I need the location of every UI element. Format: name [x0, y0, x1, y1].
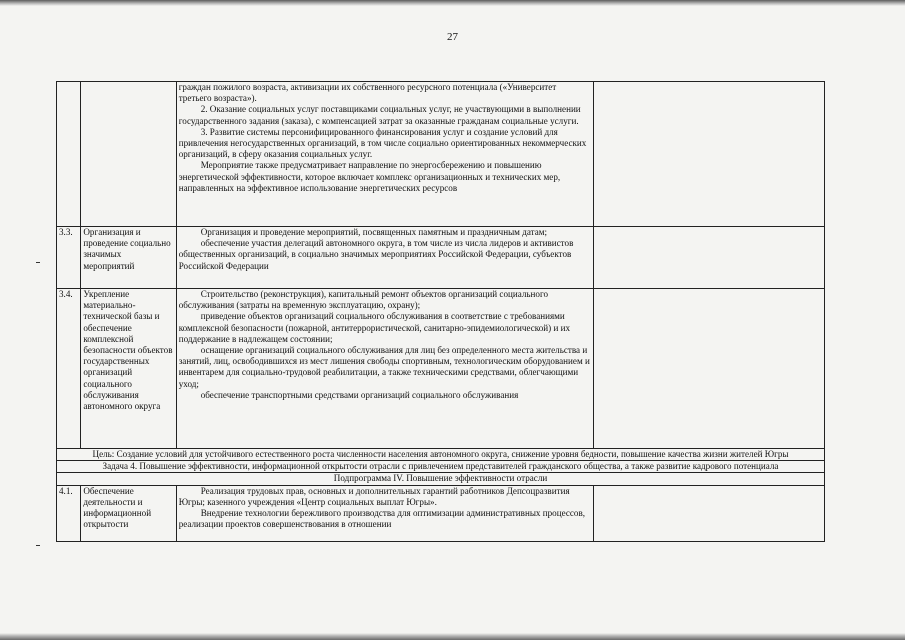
empty-cell	[593, 289, 824, 449]
row-number-cell: 3.4.	[57, 289, 81, 449]
task-row	[57, 461, 825, 473]
table-row	[57, 485, 825, 541]
goal-row	[57, 449, 825, 461]
row-number-cell	[57, 82, 81, 227]
task-text: Задача 4. Повышение эффективности, информационной открытости отрасли с привлечением представителей гражданского общества, а также развитие кадрового потенциала	[57, 461, 825, 473]
description-paragraph: обеспечение транспортными средствами организаций социального обслуживания	[200, 389, 519, 400]
row-number-cell: 4.1.	[57, 485, 81, 541]
description-paragraph: приведение объектов организаций социального обслуживания в соответствие с требованиями комплексной безопасности (пожарной, антитеррористической, санитарно-эпидемиологической) и их поддержание в надлежащем состоянии;	[178, 311, 571, 344]
margin-mark	[36, 262, 40, 263]
empty-cell	[593, 227, 824, 289]
measure-description-cell	[176, 82, 593, 227]
description-paragraph: граждан пожилого возраста, активизации их собственного ресурсного потенциала («Университет третьего возраста»).	[178, 82, 557, 104]
goal-text: Цель: Создание условий для устойчивого естественного роста численности населения автономного округа, снижение уровня бедности, повышение качества жизни жителей Югры	[57, 449, 825, 461]
empty-cell	[593, 82, 824, 227]
description-paragraph: оснащение организаций социального обслуживания для лиц без определенного места жительства и занятий, лиц, освободившихся из мест лишения свободы спортивным, технологическим оборудованием и инвентарем для социально-трудовой реабилитации, а также техническими средствами, облегчающими уход;	[178, 345, 590, 389]
description-paragraph: Организация и проведение мероприятий, посвященных памятным и праздничным датам;	[200, 227, 548, 237]
description-paragraph: Мероприятие также предусматривает направление по энергосбережению и повышению энергетической эффективности, которое включает комплекс организационных и технических мер, направленных на эффективное использование энергетических ресурсов	[178, 160, 561, 193]
margin-mark	[36, 545, 40, 546]
scan-edge-bottom	[0, 633, 905, 640]
table-row	[57, 82, 825, 227]
measure-name-cell: Обеспечение деятельности и информационной открытости	[81, 485, 176, 541]
empty-cell	[593, 485, 824, 541]
program-measures-table	[56, 81, 825, 542]
measure-description-cell	[176, 227, 593, 289]
scan-edge-top	[0, 0, 905, 6]
subprogram-title: Подпрограмма IV. Повышение эффективности отрасли	[57, 473, 825, 485]
measure-description-cell	[176, 485, 593, 541]
description-paragraph: Строительство (реконструкция), капитальный ремонт объектов организаций социального обслуживания (затраты на временную эксплуатацию, охрану);	[178, 289, 548, 311]
page-number: 27	[447, 31, 458, 43]
row-number-cell: 3.3.	[57, 227, 81, 289]
measure-name-cell: Укрепление материально-технической базы и обеспечение комплексной безопасности объектов государственных организаций социального обслуживания автономного округа	[81, 289, 176, 449]
table-row	[57, 227, 825, 289]
measure-description-cell	[176, 289, 593, 449]
description-paragraph: Реализация трудовых прав, основных и дополнительных гарантий работников Депсоцразвития Югры; казенного учреждения «Центр социальных выплат Югры».	[178, 485, 570, 507]
description-paragraph: 2. Оказание социальных услуг поставщиками социальных услуг, не участвующими в выполнении государственного задания (заказа), с компенсацией затрат за оказанные гражданам социальные услуги.	[178, 104, 581, 126]
measure-name-cell: Организация и проведение социально значимых мероприятий	[81, 227, 176, 289]
description-paragraph: 3. Развитие системы персонифицированного финансирования услуг и создание условий для привлечения негосударственных организаций, в том числе социально ориентированных некоммерческих организаций, в сферу оказания социальных услуг.	[178, 126, 587, 160]
description-paragraph: обеспечение участия делегаций автономного округа, в том числе из числа лидеров и активистов общественных организаций, в социально значимых мероприятиях Российской Федерации, субъектов Российской Федерации	[178, 238, 574, 271]
description-paragraph: Внедрение технологии бережливого производства для оптимизации административных процессов, реализации проектов совершенствования в отношении	[178, 508, 586, 530]
subprogram-row	[57, 473, 825, 485]
table-row	[57, 289, 825, 449]
measure-name-cell	[81, 82, 176, 227]
